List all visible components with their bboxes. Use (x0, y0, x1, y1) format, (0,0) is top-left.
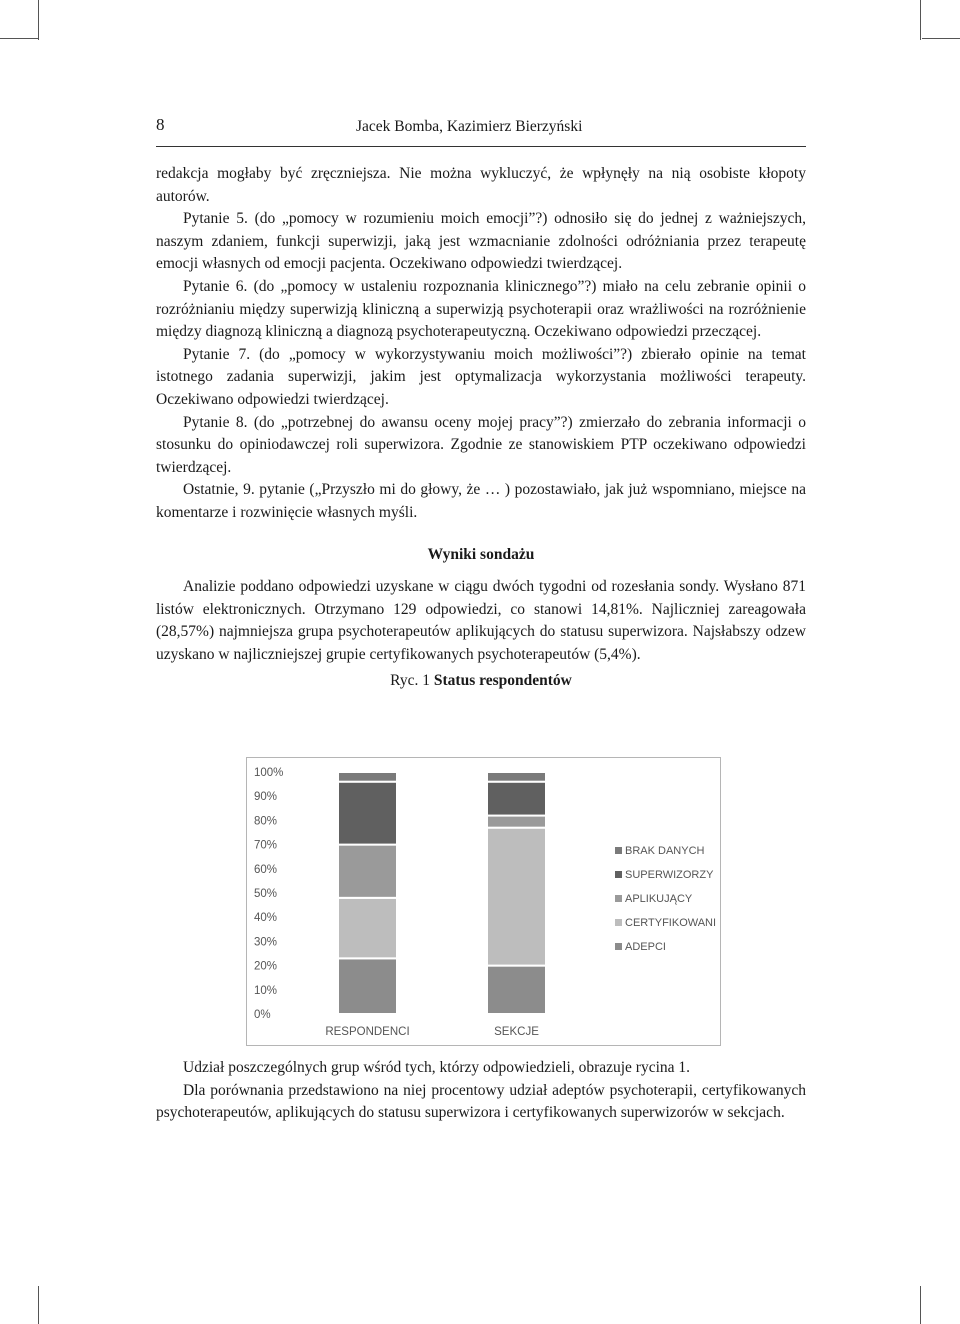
y-tick-label: 30% (254, 936, 278, 949)
bar-segment (338, 898, 397, 959)
bar-segment (338, 958, 397, 1014)
legend-swatch (615, 871, 622, 878)
y-tick-label: 40% (254, 912, 278, 925)
x-tick-label: SEKCJE (494, 1026, 539, 1038)
bar-segment (487, 828, 546, 966)
legend-label: CERTYFIKOWANI (625, 917, 717, 929)
bar-segment (487, 966, 546, 1014)
stacked-bar-chart (246, 757, 721, 1046)
y-tick-label: 50% (254, 888, 278, 900)
y-tick-label: 60% (254, 863, 278, 876)
section-title: Wyniki sondażu (427, 545, 535, 563)
paragraph: Pytanie 7. (do „pomocy w wykorzystywaniu moich możliwości”?) zbierało opinie na temat istotnego zadania superwizji, jakim jest optymalizacja wykorzystania możliwości terapeuty. Oczekiwano odpowiedzi twierdzącej. (156, 345, 806, 408)
y-tick-label: 0% (254, 1009, 271, 1021)
bar-segment (487, 782, 546, 816)
paragraph: Analizie poddano odpowiedzi uzyskane w ciągu dwóch tygodni od rozesłania sondy. Wysłano 871 listów elektronicznych. Otrzymano 129 odpowiedzi, co stanowi 14,81%. Najliczniej zareagowała (28,57%) najmniejsza grupa psychoterapeutów aplikujących do statusu superwizora. Najsłabszy odzew uzyskano w najliczniejszej grupie certyfikowanych psychoterapeutów (5,4%). (156, 578, 806, 663)
legend-swatch (615, 895, 622, 902)
figure-caption (156, 670, 806, 693)
body-text (156, 163, 806, 693)
legend-label: BRAK DANYCH (625, 845, 705, 857)
y-tick-label: 70% (254, 839, 278, 852)
bar-segment (487, 816, 546, 828)
y-tick-label: 90% (254, 791, 278, 804)
bar-segment (338, 845, 397, 898)
page-number: 8 (156, 115, 165, 134)
legend-label: ADEPCI (625, 941, 666, 953)
y-tick-label: 20% (254, 960, 278, 973)
bar-segment (487, 772, 546, 782)
header-rule (156, 146, 806, 147)
legend-swatch (615, 919, 622, 926)
crop-mark (920, 1286, 921, 1324)
figure-label: Ryc. 1 (390, 672, 431, 690)
body-text-after-figure (156, 1057, 806, 1125)
x-tick-label: RESPONDENCI (325, 1026, 410, 1038)
paragraph: Pytanie 6. (do „pomocy w ustaleniu rozpoznania klinicznego”?) miało na celu zebranie opinii o rozróżnianiu między superwizją kliniczną a superwizją psychoterapii oraz wrażliwości na rozróżnienie między diagnozą kliniczną a diagnozą psychoterapeutyczną. Oczekiwano odpowiedzi przeczącej. (156, 277, 806, 341)
legend-label: SUPERWIZORZY (625, 869, 714, 881)
y-tick-label: 10% (254, 984, 278, 997)
crop-mark (38, 1286, 39, 1324)
chart-svg (246, 757, 721, 1046)
figure-title: Status respondentów (433, 672, 572, 690)
paragraph: Pytanie 5. (do „pomocy w rozumieniu moich emocji”?) odnosiło się do jednej z ważniejszych, naszym zdaniem, funkcji superwizji, jaką jest wzmacnianie zdolności odróżniania przez terapeutę emocji własnych od emocji pacjenta. Oczekiwano odpowiedzi twierdzącej. (156, 210, 806, 273)
crop-mark (38, 0, 39, 40)
paragraph: Udział poszczególnych grup wśród tych, którzy odpowiedzieli, obrazuje rycina 1. (183, 1059, 691, 1076)
crop-mark (922, 38, 960, 39)
paragraph: Dla porównania przedstawiono na niej procentowy udział adeptów psychoterapii, certyfikowanych psychoterapeutów, aplikujących do statusu superwizora i certyfikowanych superwizorów w sekcjach. (156, 1081, 806, 1122)
y-tick-label: 80% (254, 815, 278, 828)
bar-segment (338, 782, 397, 845)
paragraph: redakcja mogłaby być zręczniejsza. Nie można wykluczyć, że wpłynęły na nią osobiste kłopoty autorów. (156, 165, 806, 205)
bar-segment (338, 772, 397, 782)
running-head: Jacek Bomba, Kazimierz Bierzyński (356, 118, 583, 135)
crop-mark (0, 38, 38, 39)
paragraph: Ostatnie, 9. pytanie („Przyszło mi do głowy, że … ) pozostawiało, jak już wspomniano, miejsce na komentarze i rozwinięcie własnych myśli. (156, 481, 806, 521)
legend-label: APLIKUJĄCY (625, 893, 693, 905)
legend-swatch (615, 943, 622, 950)
legend-swatch (615, 847, 622, 854)
crop-mark (920, 0, 921, 40)
paragraph: Pytanie 8. (do „potrzebnej do awansu oceny mojej pracy”?) zmierzało do zebrania informacji o stosunku do opiniodawczej roli superwizora. Zgodnie ze stanowiskiem PTP oczekiwano odpowiedzi twierdzącej. (156, 413, 806, 476)
y-tick-label: 100% (254, 767, 284, 779)
